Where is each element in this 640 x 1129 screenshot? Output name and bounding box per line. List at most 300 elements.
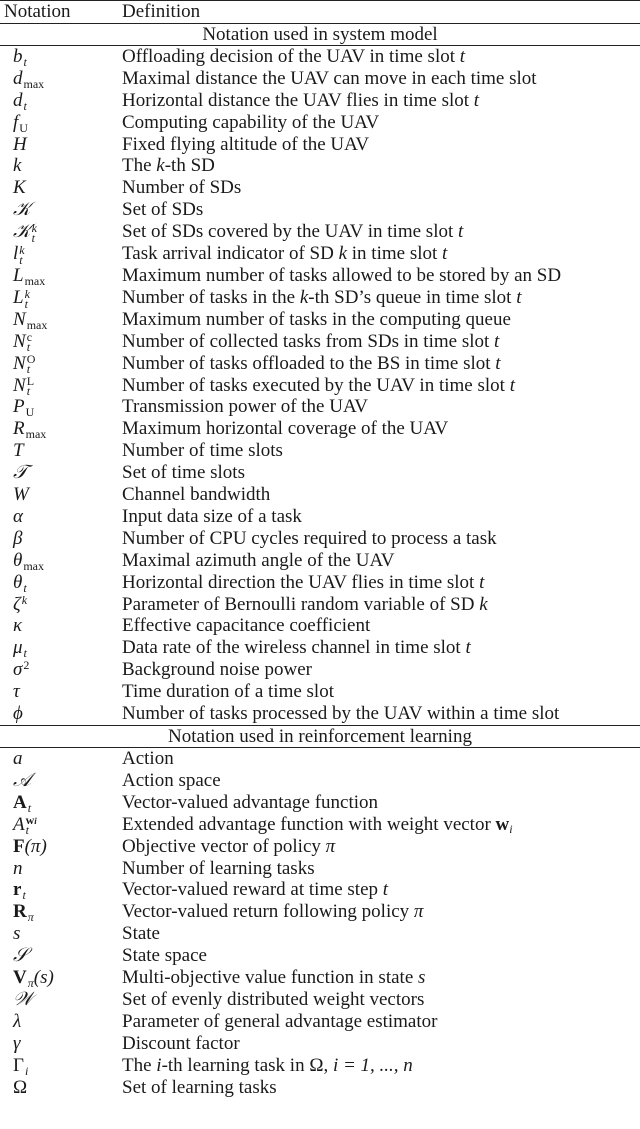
notation-definition (122, 155, 640, 177)
notation-symbol (0, 637, 122, 659)
notation-symbol (0, 528, 122, 550)
notation-symbol (0, 615, 122, 637)
definition-text: Number of learning tasks (122, 857, 315, 879)
definition-tail: k (479, 593, 488, 615)
symbol-base: L (13, 286, 24, 308)
notation-symbol (0, 1033, 122, 1055)
table-row (0, 659, 640, 681)
symbol-superscript-text: k (31, 220, 37, 235)
symbol-suffix: (π) (24, 835, 47, 857)
symbol-base: A (13, 813, 25, 835)
table-row (0, 134, 640, 156)
notation-symbol (0, 879, 122, 901)
notation-symbol (0, 748, 122, 770)
notation-definition (122, 637, 640, 659)
definition-text: Number of time slots (122, 440, 283, 462)
symbol-scripts (26, 374, 35, 399)
definition-tail: t (473, 89, 480, 111)
definition-text: Transmission power of the UAV (122, 396, 368, 418)
symbol-base: 𝒦 (13, 220, 31, 243)
table-row (0, 792, 640, 814)
symbol-scripts (27, 800, 32, 815)
notation-definition (122, 134, 640, 156)
definition-text: Vector-valued advantage function (122, 791, 379, 813)
symbol-scripts (23, 76, 45, 91)
symbol-base: a (13, 748, 23, 769)
symbol-scripts (23, 646, 27, 661)
table-row (0, 440, 640, 462)
notation-definition (122, 1011, 640, 1033)
symbol-base: K (13, 177, 26, 199)
notation-definition (122, 484, 640, 506)
symbol-scripts (19, 120, 28, 135)
symbol-subscript: π (27, 910, 34, 925)
table-row (0, 155, 640, 177)
notation-symbol (0, 462, 122, 484)
notation-definition (122, 594, 640, 616)
definition-tail: s (418, 967, 426, 989)
table-row (0, 594, 640, 616)
definition-tail: t (509, 374, 515, 396)
table-row (0, 572, 640, 594)
symbol-subscript: i (24, 1063, 29, 1078)
notation-definition (122, 396, 640, 418)
table-row (0, 287, 640, 309)
notation-symbol (0, 440, 122, 462)
definition-text: Maximal distance the UAV can move in each time slot (122, 67, 537, 89)
notation-definition (122, 243, 640, 265)
symbol-subscript: t (23, 54, 27, 69)
table-row (0, 967, 640, 989)
notation-definition (122, 615, 640, 637)
table-row (0, 550, 640, 572)
symbol-base: θ (13, 549, 23, 571)
table-row (0, 177, 640, 199)
table-row (0, 221, 640, 243)
definition-text: Number of tasks offloaded to the BS in time slot (122, 352, 491, 374)
table-row (0, 879, 640, 901)
symbol-base: L (13, 264, 24, 286)
notation-symbol (0, 1011, 122, 1033)
notation-definition (122, 967, 640, 989)
symbol-base: 𝒦 (13, 198, 31, 221)
definition-text: Number of tasks processed by the UAV within a time slot (122, 703, 560, 725)
symbol-subscript: t (23, 646, 27, 661)
symbol-superscript-text: k (19, 242, 25, 257)
notation-symbol (0, 90, 122, 112)
definition-tail-vector: w (495, 813, 510, 835)
definition-text: Extended advantage function with weight vector (122, 813, 491, 835)
notation-definition (122, 353, 640, 375)
definition-prefix: Number of tasks in the (122, 286, 296, 308)
table-row (0, 681, 640, 703)
notation-definition (122, 1033, 640, 1055)
definition-tail: π (325, 835, 336, 857)
notation-definition (122, 989, 640, 1011)
symbol-subscript: t (19, 252, 23, 267)
notation-definition (122, 792, 640, 814)
table-row (0, 923, 640, 945)
notation-symbol (0, 1077, 122, 1099)
definition-tail: t (458, 221, 464, 243)
symbol-subscript: π (27, 976, 34, 991)
table-row (0, 901, 640, 923)
notation-symbol (0, 594, 122, 616)
definition-text: Number of collected tasks from SDs in time slot (122, 330, 490, 352)
table-row (0, 945, 640, 967)
table-row (0, 68, 640, 90)
notation-symbol (0, 155, 122, 177)
symbol-subscript: t (24, 296, 28, 311)
table-row (0, 375, 640, 397)
symbol-base: ζ (13, 593, 21, 615)
table-row (0, 637, 640, 659)
notation-definition (122, 858, 640, 880)
symbol-subscript: t (23, 580, 27, 595)
symbol-base: P (13, 396, 25, 418)
symbol-base: 𝒮 (13, 944, 28, 967)
symbol-scripts (26, 317, 48, 332)
definition-tail-subscript: i (509, 821, 513, 836)
table-row (0, 331, 640, 353)
notation-definition (122, 1077, 640, 1099)
symbol-scripts (21, 592, 28, 607)
table-row (0, 615, 640, 637)
notation-definition (122, 770, 640, 792)
symbol-base: 𝒜 (13, 768, 31, 791)
definition-text: State space (122, 945, 207, 967)
symbol-subscript: t (22, 888, 26, 903)
table-row (0, 396, 640, 418)
symbol-base: τ (13, 681, 20, 703)
table-row (0, 90, 640, 112)
definition-text: Maximum horizontal coverage of the UAV (122, 418, 449, 440)
table-row (0, 1011, 640, 1033)
notation-symbol (0, 199, 122, 221)
notation-symbol (0, 792, 122, 814)
notation-definition (122, 440, 640, 462)
definition-text: Input data size of a task (122, 505, 302, 527)
symbol-scripts (26, 352, 36, 377)
definition-variable: k (338, 243, 348, 265)
notation-symbol (0, 989, 122, 1011)
definition-prefix: The (122, 155, 152, 177)
notation-symbol (0, 901, 122, 923)
definition-text: Set of SDs (122, 199, 204, 221)
definition-text: Action (122, 748, 174, 769)
table-header (0, 1, 640, 23)
symbol-superscript (23, 658, 30, 673)
definition-text: Fixed flying altitude of the UAV (122, 133, 370, 155)
symbol-base: V (13, 967, 27, 989)
symbol-base: R (13, 418, 25, 440)
table-row (0, 989, 640, 1011)
definition-text: Vector-valued reward at time step (122, 879, 379, 901)
notation-definition (122, 221, 640, 243)
definition-text: Number of SDs (122, 177, 242, 199)
symbol-base: β (13, 527, 23, 549)
symbol-base: Γ (13, 1054, 24, 1076)
notation-symbol (0, 287, 122, 309)
table-row (0, 1077, 640, 1099)
table-row (0, 265, 640, 287)
symbol-scripts (23, 98, 27, 113)
definition-text: Offloading decision of the UAV in time slot (122, 45, 456, 67)
table-row (0, 353, 640, 375)
definition-text: Computing capability of the UAV (122, 111, 380, 133)
notation-symbol (0, 1055, 122, 1077)
notation-definition (122, 572, 640, 594)
definition-prefix: The (122, 1054, 152, 1076)
symbol-subscript: t (31, 230, 35, 245)
definition-text: Vector-valued return following policy (122, 901, 410, 923)
notation-definition (122, 659, 640, 681)
notation-definition (122, 462, 640, 484)
notation-symbol (0, 770, 122, 792)
table-row (0, 309, 640, 331)
notation-symbol (0, 243, 122, 265)
notation-symbol (0, 572, 122, 594)
notation-symbol (0, 265, 122, 287)
notation-symbol (0, 506, 122, 528)
symbol-base: d (13, 89, 23, 111)
symbol-base: A (13, 791, 27, 813)
symbol-subscript: t (27, 800, 32, 815)
table-body (0, 23, 640, 1099)
table-row (0, 858, 640, 880)
symbol-base: 𝒲 (13, 987, 33, 1010)
symbol-scripts (22, 888, 26, 903)
table-row (0, 836, 640, 858)
symbol-subscript: U (25, 405, 35, 420)
table-row (0, 814, 640, 836)
definition-text: Horizontal direction the UAV flies in time slot (122, 571, 475, 593)
symbol-scripts (26, 330, 33, 355)
symbol-superscript-subscript: i (34, 816, 37, 827)
table-row (0, 46, 640, 68)
symbol-subscript: max (24, 273, 46, 288)
definition-text: Background noise power (122, 659, 312, 681)
definition-tail: π (413, 901, 424, 923)
symbol-base: N (13, 352, 26, 374)
definition-text: Objective vector of policy (122, 835, 321, 857)
table-row (0, 112, 640, 134)
table-row (0, 703, 640, 725)
notation-definition (122, 68, 640, 90)
definition-tail: t (382, 879, 389, 901)
notation-symbol (0, 309, 122, 331)
notation-definition (122, 703, 640, 725)
notation-definition (122, 836, 640, 858)
notation-definition (122, 418, 640, 440)
notation-symbol (0, 353, 122, 375)
definition-tail: t (459, 45, 466, 67)
notation-definition (122, 287, 640, 309)
notation-symbol (0, 177, 122, 199)
symbol-scripts (24, 273, 46, 288)
table-row (0, 462, 640, 484)
table-row (0, 528, 640, 550)
symbol-scripts (25, 813, 37, 838)
notation-definition (122, 748, 640, 770)
notation-definition (122, 46, 640, 68)
definition-text: in time slot (351, 243, 438, 265)
definition-tail: t (465, 637, 471, 659)
definition-tail: t (442, 243, 448, 265)
symbol-scripts (24, 1063, 29, 1078)
symbol-superscript-text: L (26, 374, 35, 389)
symbol-base: μ (13, 637, 23, 659)
notation-symbol (0, 814, 122, 836)
symbol-suffix: (s) (33, 967, 54, 989)
symbol-subscript: t (26, 340, 31, 355)
symbol-base: H (13, 133, 27, 155)
notation-symbol (0, 836, 122, 858)
definition-variable: k (299, 286, 309, 308)
notation-symbol (0, 396, 122, 418)
notation-symbol (0, 484, 122, 506)
symbol-subscript: max (23, 76, 45, 91)
definition-text: Number of tasks executed by the UAV in time slot (122, 374, 505, 396)
section-title: Notation used in system model (202, 23, 438, 45)
symbol-base: k (13, 155, 22, 177)
notation-symbol (0, 112, 122, 134)
symbol-base: ϕ (13, 703, 23, 725)
notation-symbol (0, 331, 122, 353)
notation-symbol (0, 681, 122, 703)
definition-text: Data rate of the wireless channel in time slot (122, 637, 461, 659)
symbol-subscript: max (23, 558, 45, 573)
definition-variable: i (156, 1054, 162, 1076)
symbol-superscript-text: w (25, 813, 35, 828)
symbol-scripts (23, 54, 27, 69)
definition-prefix: Task arrival indicator of SD (122, 243, 334, 265)
definition-text: State (122, 923, 160, 945)
definition-text: Maximum number of tasks in the computing queue (122, 308, 511, 330)
definition-text: Channel bandwidth (122, 484, 271, 506)
table-row (0, 506, 640, 528)
notation-symbol (0, 858, 122, 880)
table-row (0, 199, 640, 221)
header-definition: Definition (122, 1, 201, 22)
definition-text: Effective capacitance coefficient (122, 615, 371, 637)
table-row (0, 418, 640, 440)
table-row (0, 770, 640, 792)
symbol-base: d (13, 67, 23, 89)
symbol-base: N (13, 308, 26, 330)
symbol-base: γ (13, 1032, 21, 1054)
notation-definition (122, 879, 640, 901)
definition-text: Horizontal distance the UAV flies in time slot (122, 89, 470, 111)
symbol-superscript-text: k (24, 286, 30, 301)
symbol-superscript-text: k (21, 592, 28, 607)
symbol-scripts (23, 558, 45, 573)
definition-tail: t (495, 352, 501, 374)
symbol-scripts (23, 580, 27, 595)
symbol-base: n (13, 857, 23, 879)
symbol-subscript: max (26, 317, 48, 332)
notation-symbol (0, 418, 122, 440)
notation-definition (122, 177, 640, 199)
notation-definition (122, 199, 640, 221)
notation-symbol (0, 375, 122, 397)
symbol-scripts (25, 427, 47, 442)
notation-symbol (0, 221, 122, 243)
definition-text: Maximum number of tasks allowed to be stored by an SD (122, 264, 562, 286)
symbol-base: R (13, 901, 27, 923)
symbol-subscript: t (26, 384, 31, 399)
definition-text: Discount factor (122, 1032, 240, 1054)
symbol-base: f (13, 111, 19, 133)
notation-definition (122, 331, 640, 353)
definition-tail: i = 1, ..., n (332, 1054, 413, 1076)
symbol-subscript: t (26, 362, 31, 377)
definition-tail: t (494, 330, 500, 352)
symbol-scripts (24, 286, 30, 311)
symbol-base: N (13, 330, 26, 352)
symbol-base: W (13, 484, 29, 506)
definition-text: Set of time slots (122, 462, 245, 484)
table-row (0, 1033, 640, 1055)
table-row (0, 748, 640, 770)
notation-definition (122, 528, 640, 550)
symbol-scripts (23, 658, 30, 673)
definition-tail: t (516, 286, 522, 308)
definition-text: Set of evenly distributed weight vectors (122, 988, 425, 1010)
notation-symbol (0, 550, 122, 572)
notation-definition (122, 901, 640, 923)
notation-symbol (0, 703, 122, 725)
symbol-base: b (13, 45, 23, 67)
notation-symbol (0, 945, 122, 967)
symbol-superscript-text: 2 (23, 658, 30, 673)
symbol-base: κ (13, 615, 23, 637)
symbol-subscript: U (19, 120, 28, 135)
notation-definition (122, 265, 640, 287)
table-row (0, 243, 640, 265)
symbol-base: N (13, 374, 26, 396)
symbol-base: s (13, 923, 21, 945)
symbol-base: T (13, 440, 24, 462)
notation-definition (122, 90, 640, 112)
symbol-base: r (13, 879, 22, 901)
definition-text: Parameter of general advantage estimator (122, 1010, 438, 1032)
notation-symbol (0, 659, 122, 681)
definition-tail: t (479, 571, 485, 593)
symbol-scripts (25, 405, 35, 420)
symbol-subscript: t (23, 98, 27, 113)
notation-symbol (0, 923, 122, 945)
table-row (0, 1055, 640, 1077)
notation-symbol (0, 134, 122, 156)
symbol-scripts (19, 242, 25, 267)
symbol-base: λ (13, 1010, 22, 1032)
notation-symbol (0, 967, 122, 989)
symbol-base: α (13, 505, 23, 527)
definition-text: Maximal azimuth angle of the UAV (122, 549, 395, 571)
notation-definition (122, 375, 640, 397)
symbol-base: F (13, 835, 25, 857)
symbol-scripts (27, 910, 34, 925)
definition-text: Time duration of a time slot (122, 681, 334, 703)
notation-definition (122, 506, 640, 528)
definition-text: Action space (122, 769, 221, 791)
symbol-base: l (13, 243, 19, 265)
definition-text: Multi-objective value function in state (122, 967, 414, 989)
definition-text: -th SD’s queue in time slot (308, 286, 512, 308)
notation-definition (122, 945, 640, 967)
notation-definition (122, 112, 640, 134)
